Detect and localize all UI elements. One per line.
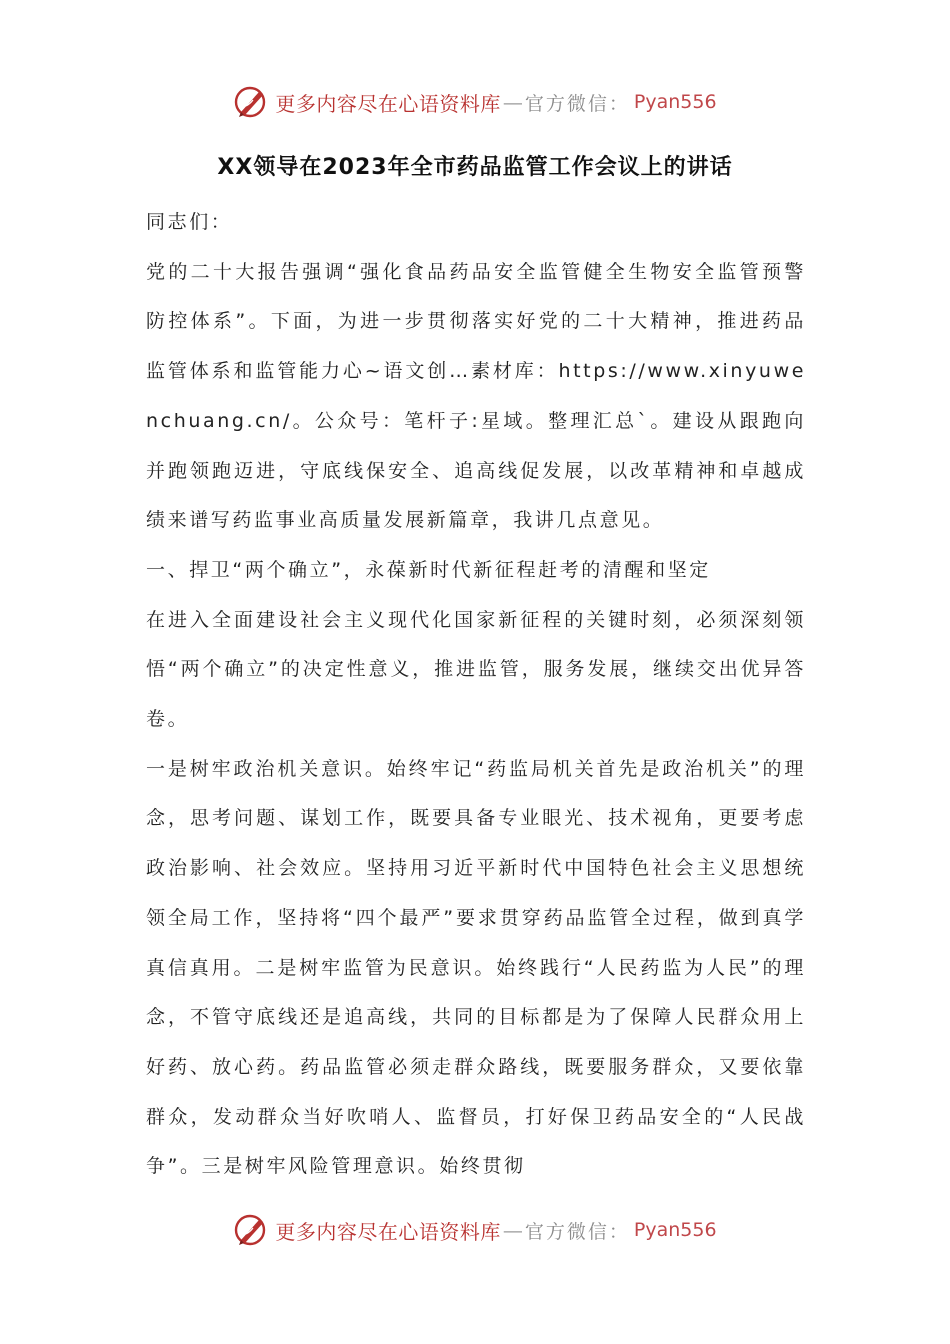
banner-main-text: 更多内容尽在心语资料库 <box>275 1219 501 1244</box>
section-1-points-paragraph: 一是树牢政治机关意识。始终牢记“药监局机关首先是政治机关”的理念，思考问题、谋划工作，既要具备专业眼光、技术视角，更要考虑政治影响、社会效应。坚持用习近平新时代中国特色社会主义思想统领全局工作，坚持将“四个最严”要求贯穿药品监管全过程，做到真学真信真用。二是树牢监管为民意识。始终践行“人民药监为人民”的理念，不管守底线还是追高线，共同的目标都是为了保障人民群众用上好药、放心药。药品监管必须走群众路线，既要服务群众，又要依靠群众，发动群众当好吹哨人、监督员，打好保卫药品安全的“人民战争”。三是树牢风险管理意识。始终贯彻 <box>146 757 806 1178</box>
footer-watermark-banner <box>0 1208 950 1252</box>
banner-main-text: 更多内容尽在心语资料库 <box>275 91 501 116</box>
salutation: 同志们： <box>146 211 233 233</box>
banner-wechat-id: Pyan556 <box>633 91 717 113</box>
banner-wechat-label: 官方微信： <box>524 92 630 115</box>
header-watermark-banner <box>0 80 950 124</box>
pen-logo-icon <box>233 84 269 120</box>
banner-wechat-id: Pyan556 <box>633 1219 717 1241</box>
section-1-paragraph: 在进入全面建设社会主义现代化国家新征程的关键时刻，必须深刻领悟“两个确立”的决定性意义，推进监管，服务发展，继续交出优异答卷。 <box>146 608 806 731</box>
section-heading-1: 一、捍卫“两个确立”，永葆新时代新征程赶考的清醒和坚定 <box>146 558 711 581</box>
banner-dash: — <box>502 1218 523 1242</box>
banner-dash: — <box>502 90 523 114</box>
pen-logo-icon <box>233 1212 269 1248</box>
banner-wechat-label: 官方微信： <box>524 1220 630 1243</box>
document-body <box>146 198 806 1192</box>
intro-paragraph: 党的二十大报告强调“强化食品药品安全监管健全生物安全监管预警防控体系”。下面，为进一步贯彻落实好党的二十大精神，推进药品监管体系和监管能力心~语文创…素材库：https://www.xinyuwenchuang.cn/。公众号：笔杆子:星域。整理汇总`。建设从跟跑向并跑领跑迈进，守底线保安全、追高线促发展，以改革精神和卓越成绩来谱写药监事业高质量发展新篇章，我讲几点意见。 <box>146 260 806 532</box>
document-title: XX领导在2023年全市药品监管工作会议上的讲话 <box>217 155 733 180</box>
